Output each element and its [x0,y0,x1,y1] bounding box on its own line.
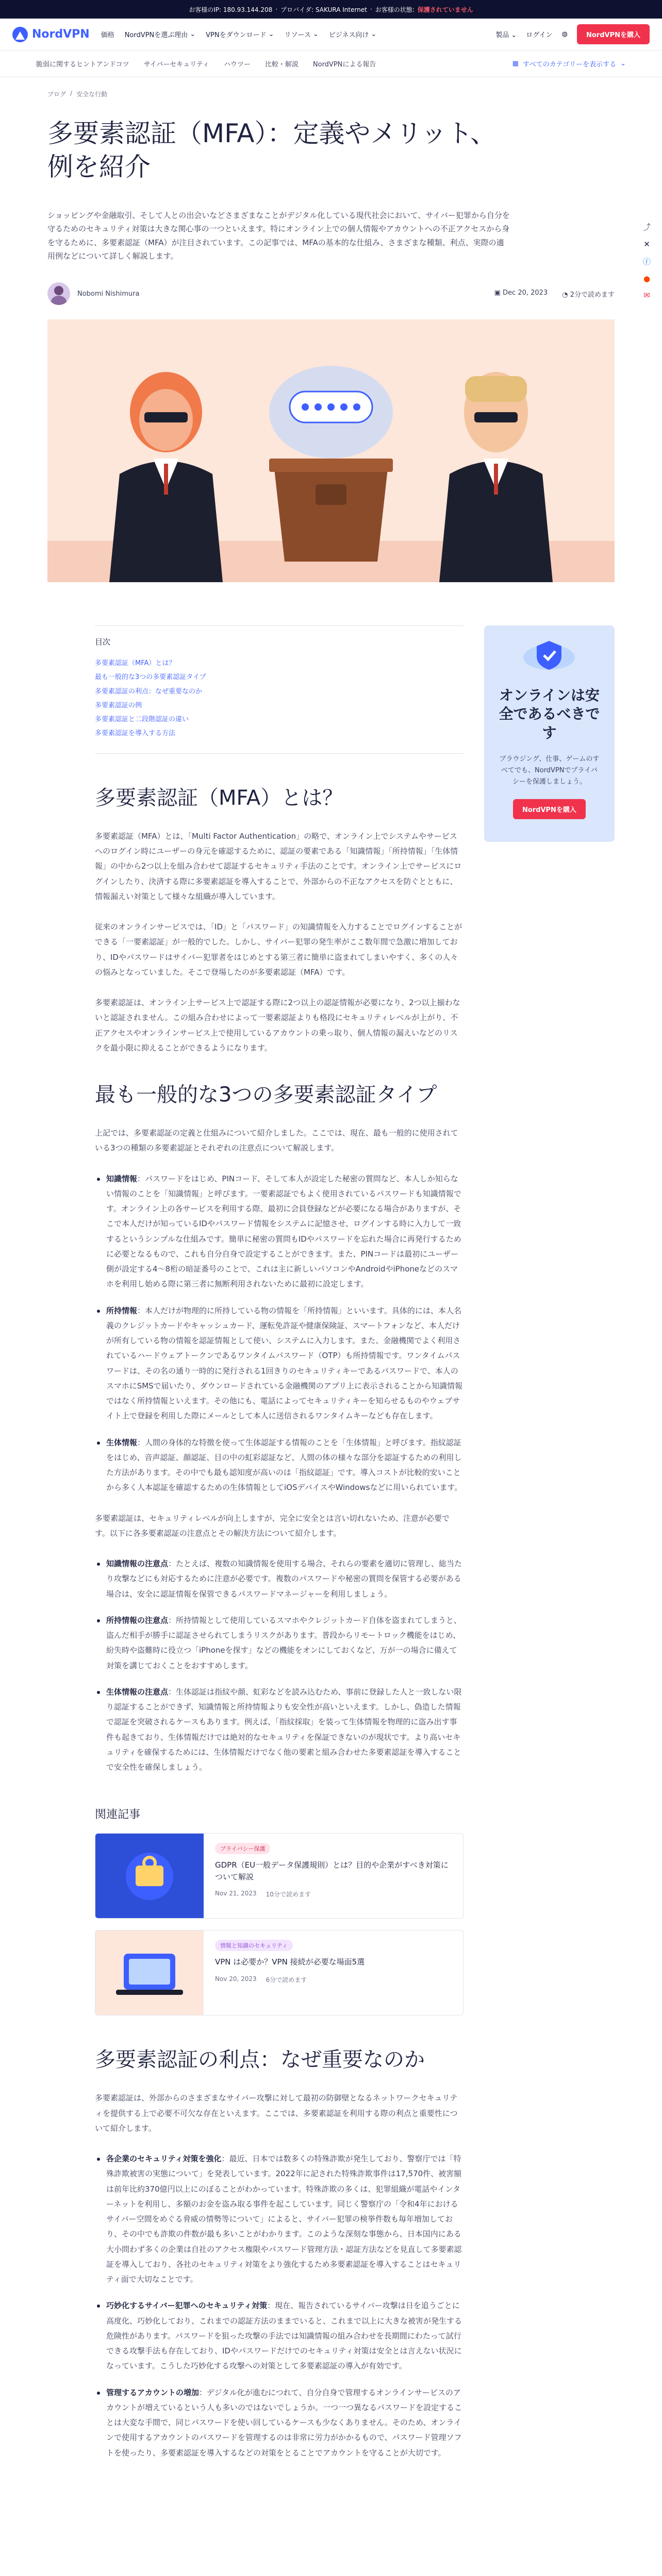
paragraph: 多要素認証は、外部からのさまざまなサイバー攻撃に対して最初の防御壁となるネットワークセキュリティを提供する上で必要不可欠な存在といえます。ここでは、多要素認証を利用する際の利点と重要性について紹介します。 [95,2093,458,2133]
breadcrumb-separator: / [70,90,73,97]
list-item [95,1172,464,1292]
paragraph: 従来のオンラインサービスでは、「ID」と「パスワード」の知識情報を入力することでログインすることができる「一要素認証」が一般的でした。しかし、サイバー犯罪の発生率がここ数年間で急激に増加しており、IDやパスワードはサイバー犯罪者をはじめとする第三者に簡単に盗まれてしまいやすく、多くの人々の悩みとなっていました。そこで登場したのが多要素認証（MFA）です。 [95,922,462,977]
list-item-label: 所持情報 [106,1306,138,1315]
breadcrumb [47,90,615,98]
avatar [47,282,70,305]
list-item-label: 知識情報 [106,1174,138,1183]
grid-icon: ▦ [512,60,519,67]
list-item-text: ：パスワードをはじめ、PINコード、そして本人が設定した秘密の質問など、本人しか知らない情報のことを「知識情報」と呼びます。一要素認証でもよく使用されているパスワードも知識情報です。オンライン上の各サービスを利用する際、最初に会員登録などが必要になる場合がありますが、そこで本人だけが知っているIDやパスワード情報をシステムに記憶させ、ログインする時に入力して一致するというシンプルな仕組みです。簡単に秘密の質問もIDやパスワードを忘れた場合に再発行するために必要となるもので、これも自分自身で設定することができます。また、PINコードは最初にユーザー側が設定する4〜8桁の暗証番号のことで、これは主に新しいパソコンやAndroidやiPhoneなどのスマホを利用し始める際に第三者に無断利用されないために最初に設定します。 [106,1174,461,1289]
login-link[interactable]: ログイン [526,31,553,39]
list-item-label: 巧妙化するサイバー犯罪へのセキュリティ対策 [106,2301,268,2311]
nav-right [495,24,650,44]
calendar-icon: ▣ [494,289,501,297]
breadcrumb-category[interactable]: 安全な行動 [76,91,108,98]
chevron-down-icon: ⌄ [190,30,196,38]
list-item-text: ：デジタル化が進むにつれて、自分自身で管理するオンラインサービスのアカウントが増えているという人も多いのではないでしょうか。一つ一つ異なるパスワードを設定することは大変な手間で、同じパスワードを使い回しているケースも少なくありません。そのため、オンラインで使用するアカウントのパスワードを管理するのは非常に労力がかかるもので、パスワード管理ソフトを使ったり、多要素認証を導入するなどの対策をとることでアカウントを守ることが大切です。 [106,2387,462,2458]
list-item-text: ：生体認証は指紋や顔、虹彩などを読み込むため、事前に登録した人と一致しない限り認証することができず、知識情報と所持情報よりも安全性が高いといえます。しかし、偽造した情報で認証を突破されるケースもあります。例えば、「指紋採取」を装って生体情報を物理的に盗み出す事件も起きており、生体情報だけでは絶対的なセキュリティを保証できないのが現状です。より高いセキュリティを確保するためには、生体情報だけでなく他の要素と組み合わせた多要素認証を導入することで安全性を確保しましょう。 [106,1687,462,1772]
list-item-label: 生体情報 [106,1437,138,1447]
all-categories-label: すべてのカテゴリーを表示する [522,61,617,69]
gdpr-thumbnail-art [95,1834,204,1919]
related-articles-title: 関連記事 [95,1808,141,1822]
password-podium [269,366,393,562]
main-nav [0,19,662,50]
category-comparison[interactable]: 比較・解説 [264,61,299,69]
ip-label: お客様のIP: 180.93.144.208 [189,6,273,13]
status-label: お客様の状態: [375,6,415,13]
read-time [562,289,615,299]
chevron-down-icon: ⌄ [371,30,377,38]
facebook-icon[interactable]: ⓕ [642,257,651,266]
hero-svg [47,319,615,582]
category-badge: 情報と知識のセキュリティ [215,1940,293,1951]
globe-icon[interactable]: ◍ [561,30,568,38]
related-article-read-time: 10分で読めます [266,1891,311,1899]
nav-link-resources[interactable] [285,29,319,39]
nav-link-download-label: VPNをダウンロード [206,31,267,39]
author-name[interactable]: Nobomi Nishimura [77,290,140,298]
category-cybersecurity[interactable]: サイバーセキュリティ [143,61,209,69]
chevron-down-icon: ⌄ [268,30,274,38]
list-item-text: ：たとえば、複数の知識情報を使用する場合、それらの要素を適切に管理し、総当たり攻撃などにも対応するために注意が必要です。複数のパスワードや秘密の質問を保管する必要がある場合は、安全に認証情報を保管できるパスワードマネージャーを利用しましょう。 [106,1559,462,1599]
list-item [95,2151,464,2287]
category-howto[interactable]: ハウツー [223,61,251,69]
chevron-down-icon: ⌄ [511,31,517,39]
list-item-text: ：人間の身体的な特徴を使って生体認証する情報のことを「生体情報」と呼びます。指紋認証をはじめ、音声認証、顔認証、目の中の虹彩認証など、人間の体の様々な部分を認証するための利用した方法があります。その中でも最も認知度が高いのは「指紋認証」です。導入コストが比較的安いことから多く人本認証を確認するための生体情報としてiOSデバイスやWindowsなどに用いられています。 [106,1437,462,1493]
section-heading-what-is-mfa: 多要素認証（MFA）とは？ [95,786,343,810]
related-article-card[interactable] [95,1833,464,1919]
article-body-layout [47,625,615,2476]
mfa-notes-list [95,1556,464,1775]
category-badge: プライバシー保護 [215,1843,270,1854]
list-item [95,2385,464,2461]
article-page [47,77,651,2476]
nav-links [101,29,377,39]
list-item-text: ：現在、報告されているサイバー攻撃は日を追うごとに高度化、巧妙化しており、これまでの認証方法のままでいると、これまで以上に大きな被害が発生する危険性があります。パスワードを狙った攻撃の手法では知識情報の組み合わせを長期間にわたって試行できる攻撃手法も存在しており、IDやパスワードだけでのセキュリティ対策は安全とは言えない状況になっています。こうした巧妙化する攻撃への対策として多要素認証の導入が有効です。 [106,2301,462,2371]
breadcrumb-blog[interactable]: ブログ [47,91,67,98]
products-menu[interactable] [495,29,517,39]
page-title: 多要素認証（MFA）：定義やメリット、例を紹介 [47,118,496,182]
promo-title: オンラインは安全であるべきです [499,687,600,741]
blog-category-nav [0,50,662,77]
related-article-thumbnail [95,1930,204,2015]
promo-text: ブラウジング、仕事、ゲームのすべてでも、NordVPNでプライバシーを保護しましょう。 [499,755,600,786]
related-article-date: Nov 20, 2023 [215,1975,257,1982]
nordvpn-logo[interactable] [12,27,90,42]
list-item-text: ：本人だけが物理的に所持している物の情報を「所持情報」といいます。具体的には、本人名義のクレジットカードやキャッシュカード、運転免許証や健康保険証、スマートフォンなど、本人だけが所有している物の情報を認証情報として使い、システムに入力します。また、金融機関でよく利用されているハードウェアトークンであるワンタイムパスワード（OTP）も所持情報です。ワンタイムパスワードは、その名の通り一時的に発行される1回きりのセキュリティキーであるパスワードで、本人のスマホにSMSで届いたり、ダウンロードされている金融機関のアプリ上に表示されることから知識情報ではなく所持情報といえます。その他にも、電話によってセキュリティキーを知らせるものやウェブサイト上で登録を利用した際にメールとして本人に送信されるワンタイムキーなども存在します。 [106,1306,463,1421]
provider-label: プロバイダ: SAKURA Internet [280,6,367,13]
list-item [95,1556,464,1602]
related-article-thumbnail [95,1834,204,1918]
nav-link-resources-label: リソース [284,31,311,39]
hero-illustration [47,319,615,582]
mfa-benefits-list [95,2151,464,2461]
buy-nordvpn-button[interactable]: NordVPNを購入 [577,24,650,44]
promo-buy-button[interactable]: NordVPNを購入 [513,799,586,819]
list-item [95,1685,464,1775]
publish-date-text: Dec 20, 2023 [503,289,548,297]
list-item-label: 管理するアカウントの増加 [106,2387,199,2397]
related-article-meta [215,1890,452,1899]
list-item-label: 所持情報の注意点 [106,1615,169,1625]
toc-item[interactable]: 最も一般的な3つの多要素認証タイプ [95,673,206,682]
toc-title: 目次 [95,637,111,647]
list-item-text: ：最近、日本では数多くの特殊詐欺が発生しており、警察庁では「特殊詐欺被害の実態について」を発表しています。2022年に記された特殊詐欺事件は17,570件、被害額は前年比約370億円以上にのぼることがわかっています。特殊詐欺の多くは、犯罪組織が電話やインターネットを利用し、多額のお金を盗み取る事件を起こしています。同じく警察庁の「令和4年におけるサイバー空間をめぐる脅威の情勢等について」によると、サイバー犯罪の検挙件数も毎年増加しており、その中でも詐欺の件数が最も多いことがわかります。このような深刻な事態から、日本国内にある大小問わず多くの企業は自社のアクセス権限やパスワード管理方法・認証方法などを見直して多要素認証を導入しており、各社のセキュリティ対策をより強化するため多要素認証を導入することはセキュリティ面で大切なことです。 [106,2154,462,2284]
nav-link-download[interactable] [206,29,274,39]
publish-date [494,289,548,299]
table-of-contents [95,625,464,754]
toc-item[interactable]: 多要素認証と二段階認証の違い [95,716,189,724]
paragraph: 上記では、多要素認証の定義と仕組みについて紹介しました。ここでは、現在、最も一般的に使用されている3つの種類の多要素認証とそれぞれの注意点について解説します。 [95,1128,458,1153]
list-item-text: ：所持情報として使用しているスマホやクレジットカード自体を盗まれてしまうと、盗んだ相手が勝手に認証させられてしまうリスクがあります。普段からリモートロック機能をはじめ、紛失時や盗難時に役立つ「iPhoneを探す」などの機能をオンにしておくなど、万が一の場合に備えて対策を講じておくことをおすすめします。 [106,1615,461,1670]
brand-name: NordVPN [32,28,90,41]
chevron-down-icon: ⌄ [312,30,319,38]
list-item-label: 生体情報の注意点 [106,1687,169,1697]
related-article-read-time: 6分で読めます [266,1976,307,1984]
list-item-label: 各企業のセキュリティ対策を強化 [106,2154,222,2164]
mfa-types-list [95,1172,464,1496]
reddit-icon[interactable]: ● [643,274,651,283]
sidebar [484,625,615,2476]
nav-link-pricing[interactable]: 価格 [101,31,114,39]
related-article-title: GDPR（EU一般データ保護規則）とは？目的や企業がすべき対策について解説 [215,1860,449,1882]
article-meta [47,282,615,305]
email-icon[interactable]: ✉ [643,291,650,300]
article-body [95,625,464,2476]
nav-link-why-label: NordVPNを選ぶ理由 [124,31,188,39]
related-article-title: VPN は必要か？VPN 接続が必要な場面5選 [215,1957,365,1967]
related-article-meta [215,1975,365,1984]
list-item [95,1613,464,1673]
x-icon[interactable]: ✕ [643,240,650,249]
section-heading-mfa-benefits: 多要素認証の利点：なぜ重要なのか [95,2048,425,2072]
category-tips[interactable]: 脆弱に関するヒントアンドコツ [36,61,129,69]
chevron-down-icon: ⌄ [620,60,626,67]
read-time-text: 2分で読めます [570,291,615,299]
category-reports[interactable]: NordVPNによる報告 [312,61,376,69]
clock-icon: ◔ [562,291,568,299]
section-heading-mfa-types: 最も一般的な3つの多要素認証タイプ [95,1083,437,1107]
all-categories-link[interactable] [512,59,626,69]
toc-item[interactable]: 多要素認証を導入する方法 [95,730,176,738]
toc-item[interactable]: 多要素認証の例 [95,701,142,709]
nav-link-why[interactable] [125,29,195,39]
toc-item[interactable]: 多要素認証（MFA）とは？ [95,659,176,667]
list-item [95,1303,464,1424]
ip-status-bar: お客様のIP: 180.93.144.208 · プロバイダ: SAKURA Internet · お客様の状態: 保護されていません [0,0,662,19]
list-item [95,1435,464,1496]
share-bar [643,222,651,300]
paragraph: 多要素認証は、セキュリティレベルが向上しますが、完全に安全とは言い切れないため、注意が必要です。以下に各多要素認証の注意点とその解決方法について紹介します。 [95,1513,450,1538]
nordvpn-logo-icon [12,27,28,42]
toc-item[interactable]: 多要素認証の利点：なぜ重要なのか [95,687,203,696]
nav-link-business[interactable] [329,29,377,39]
nav-link-business-label: ビジネス向け [328,31,369,39]
list-item-label: 知識情報の注意点 [106,1559,169,1569]
related-article-card[interactable] [95,1930,464,2015]
paragraph: 多要素認証（MFA）とは、「Multi Factor Authentication」の略で、オンライン上でシステムやサービスへのログイン時にユーザーの身元を確認するために、認証の要素である「知識情報」「所持情報」「生体情報」の中から2つ以上を組み合わせて認証するセキュリティ手法のことです。オンライン上でサービスにログインしたり、決済する際に多要素認証を導入することで、外部からの不正なアクセスを防ぐとともに、情報漏えい対策として様々な組織が導入しています。 [95,831,462,901]
promo-card [484,625,615,842]
related-article-date: Nov 21, 2023 [215,1890,257,1897]
article-lead: ショッピングや金融取引、そして人との出会いなどさまざまなことがデジタル化している現代社会において、サイバー犯罪から自分を守るためのセキュリティ対策は大きな関心事の一つといえます。特にオンライン上での個人情報やアカウントへの不正アクセスから身を守るために、多要素認証（MFA）が注目されています。この記事では、MFAの基本的な仕組み、さまざまな種類、利点、実際の適用例などについて詳しく解説します。 [47,211,510,261]
products-label: 製品 [495,31,509,39]
status-value: 保護されていません [417,6,473,13]
paragraph: 多要素認証は、オンライン上サービス上で認証する際に2つ以上の認証情報が必要になり、2つ以上揃わないと認証されません。この組み合わせによって一要素認証よりも格段にセキュリティレベルが上がり、不正アクセスやオンラインサービス上で使用しているアカウントの乗っ取り、個人情報の漏えいなどのリスクを最小限に抑えることができるようになります。 [95,998,460,1053]
share-icon[interactable]: ⤴ [642,223,651,232]
list-item [95,2298,464,2374]
vpn-thumbnail-art [95,1930,204,2015]
shield-icon [518,637,580,673]
